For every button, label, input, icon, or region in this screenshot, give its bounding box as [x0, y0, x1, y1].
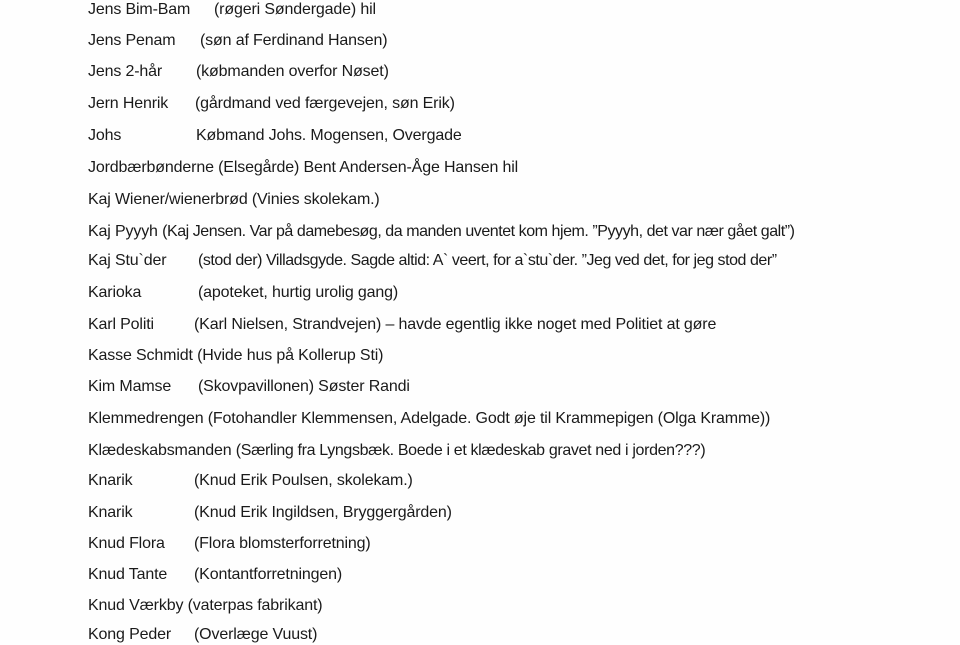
list-item: [88, 441, 705, 461]
entry-description: (Vinies skolekam.): [251, 191, 380, 208]
entry-name: Klædeskabsmanden: [88, 442, 232, 459]
entry-description: (Karl Nielsen, Strandvejen) – havde egentlig ikke noget med Politiet at gøre: [194, 316, 717, 333]
entry-name: Knud Flora: [88, 535, 165, 552]
entry-name: Karl Politi: [88, 316, 154, 333]
entry-description: (vaterpas fabrikant): [187, 597, 323, 614]
entry-name: Jens Bim-Bam: [88, 1, 191, 18]
entry-name: Kaj Wiener/wienerbrød: [88, 191, 248, 208]
list-item: [88, 409, 770, 429]
entry-description: (Fotohandler Klemmensen, Adelgade. Godt øje til Krammepigen (Olga Kramme)): [207, 410, 771, 427]
entry-description: (købmanden overfor Nøset): [196, 63, 389, 80]
list-item: [88, 251, 777, 271]
list-item: [88, 158, 518, 178]
entry-name: Jens Penam: [88, 32, 176, 49]
entry-description: (gårdmand ved færgevejen, søn Erik): [195, 95, 455, 112]
entry-name: Knarik: [88, 504, 133, 521]
entry-name: Jern Henrik: [88, 95, 169, 112]
entry-name: Kaj Pyyyh: [88, 223, 158, 240]
list-item: [88, 283, 398, 303]
list-item: [88, 315, 716, 335]
entry-description: (Elsegårde) Bent Andersen-Åge Hansen hil: [218, 159, 519, 176]
list-item: [88, 0, 376, 20]
list-item: [88, 94, 455, 114]
entry-description: (Kontantforretningen): [194, 566, 343, 583]
entry-name: Jordbærbønderne: [88, 159, 214, 176]
entry-description: (røgeri Søndergade) hil: [214, 1, 376, 18]
entry-name: Jens 2-hår: [88, 63, 163, 80]
list-item: [88, 596, 322, 616]
list-item: [88, 62, 389, 82]
entry-name: Kim Mamse: [88, 378, 172, 395]
entry-description: (Overlæge Vuust): [194, 626, 318, 643]
entry-description: (stod der) Villadsgyde. Sagde altid: A` veert, for a`stu`der. ”Jeg ved det, for jeg stod der”: [198, 252, 777, 269]
list-item: [88, 534, 371, 554]
entry-name: Kaj Stu`der: [88, 252, 167, 269]
entry-description: (Knud Erik Poulsen, skolekam.): [194, 472, 413, 489]
list-item: [88, 625, 317, 645]
list-item: [88, 346, 383, 366]
entry-name: Knud Tante: [88, 566, 168, 583]
entry-description: Købmand Johs. Mogensen, Overgade: [196, 127, 462, 144]
entry-name: Kong Peder: [88, 626, 172, 643]
list-item: [88, 31, 387, 51]
entry-description: (Knud Erik Ingildsen, Bryggergården): [194, 504, 452, 521]
list-item: [88, 190, 380, 210]
entry-description: (Skovpavillonen) Søster Randi: [198, 378, 410, 395]
list-item: [88, 471, 413, 491]
entry-description: (Flora blomsterforretning): [194, 535, 371, 552]
list-item: [88, 377, 410, 397]
list-item: [88, 222, 795, 242]
entry-description: (søn af Ferdinand Hansen): [200, 32, 388, 49]
entry-name: Karioka: [88, 284, 142, 301]
entry-description: (Kaj Jensen. Var på damebesøg, da manden uventet kom hjem. ”Pyyyh, det var nær gået galt”): [162, 223, 795, 240]
entry-name: Knud Værkby: [88, 597, 184, 614]
entry-name: Klemmedrengen: [88, 410, 204, 427]
list-item: [88, 126, 462, 146]
entry-description: (Hvide hus på Kollerup Sti): [197, 347, 384, 364]
entry-description: (Særling fra Lyngsbæk. Boede i et klædeskab gravet ned i jorden???): [235, 442, 706, 459]
entry-name: Kasse Schmidt: [88, 347, 193, 364]
list-item: [88, 503, 452, 523]
entry-name: Johs: [88, 127, 122, 144]
list-item: [88, 565, 342, 585]
entry-description: (apoteket, hurtig urolig gang): [198, 284, 399, 301]
entry-name: Knarik: [88, 472, 133, 489]
